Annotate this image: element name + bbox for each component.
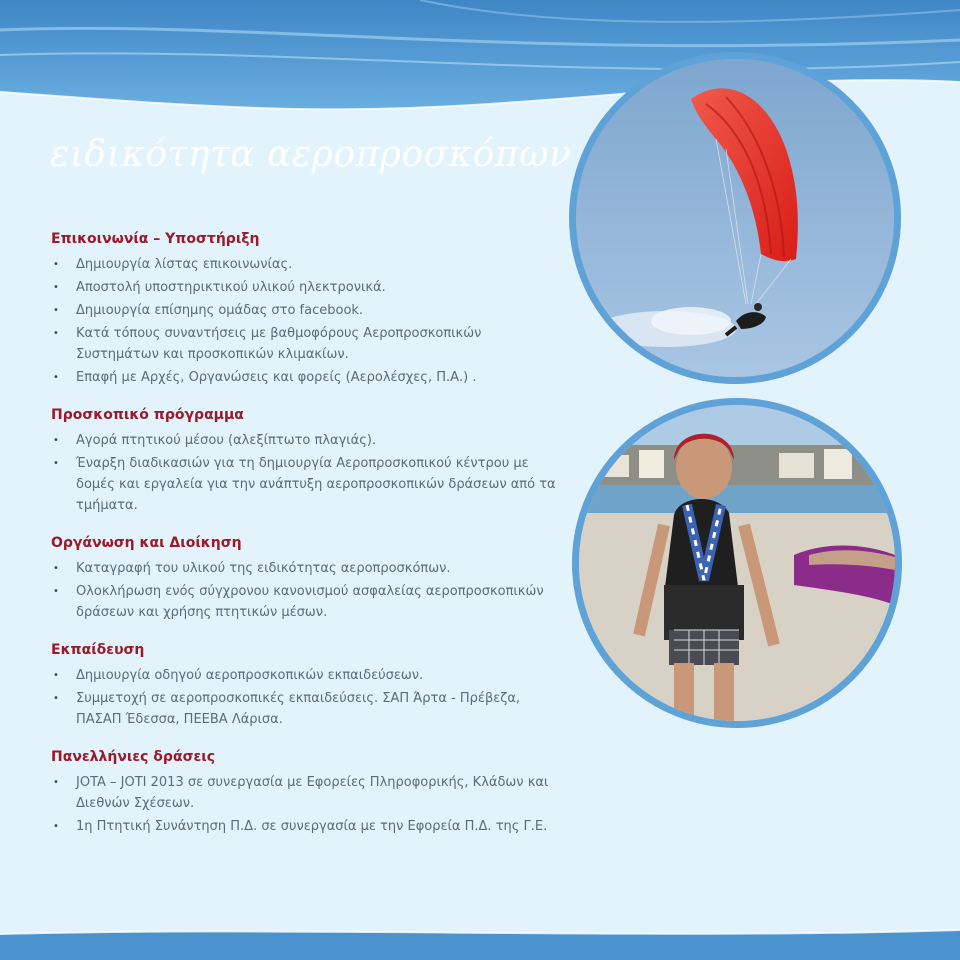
list-item-text: Ολοκλήρωση ενός σύγχρονου κανονισμού ασφαλείας αεροπροσκοπικών δράσεων και χρήσης πτητικών μέσων. <box>76 584 544 620</box>
bullet-list <box>51 665 561 730</box>
list-item <box>51 453 561 516</box>
paraglider-illustration <box>576 59 894 377</box>
bullet-icon: • <box>53 777 59 788</box>
paraglider-photo <box>569 52 901 384</box>
section-organization <box>51 535 561 623</box>
bottom-wave-band <box>0 926 960 960</box>
list-item-text: Κατά τόπους συναντήσεις με βαθμοφόρους Αεροπροσκοπικών Συστημάτων και προσκοπικών κλιμακίων. <box>76 326 482 362</box>
list-item <box>51 300 561 321</box>
list-item-text: Δημιουργία λίστας επικοινωνίας. <box>76 257 293 272</box>
bullet-icon: • <box>53 282 59 293</box>
section-national-actions <box>51 749 561 837</box>
list-item <box>51 772 561 814</box>
bullet-icon: • <box>53 435 59 446</box>
section-heading: Πανελλήνιες δράσεις <box>51 749 216 765</box>
list-item <box>51 816 561 837</box>
list-item-text: Έναρξη διαδικασιών για τη δημιουργία Αεροπροσκοπικού κέντρου με δομές και εργαλεία για την ανάπτυξη αεροπροσκοπικών δράσεων από τα τμήματα. <box>76 456 556 513</box>
list-item <box>51 277 561 298</box>
bullet-icon: • <box>53 372 59 383</box>
bullet-list <box>51 254 561 388</box>
list-item <box>51 254 561 275</box>
list-item-text: Επαφή με Αρχές, Οργανώσεις και φορείς (Αερολέσχες, Π.Α.) . <box>76 370 477 385</box>
section-communication <box>51 231 561 388</box>
list-item <box>51 688 561 730</box>
bullet-icon: • <box>53 305 59 316</box>
page-title: ειδικότητα αεροπροσκόπων <box>50 134 572 175</box>
list-item <box>51 323 561 365</box>
section-heading: Οργάνωση και Διοίκηση <box>51 535 242 551</box>
bullet-icon: • <box>53 563 59 574</box>
list-item-text: Δημιουργία οδηγού αεροπροσκοπικών εκπαιδεύσεων. <box>76 668 424 683</box>
content-column <box>51 231 561 856</box>
list-item <box>51 367 561 388</box>
bullet-list <box>51 558 561 623</box>
list-item <box>51 581 561 623</box>
bullet-list <box>51 772 561 837</box>
section-scout-program <box>51 407 561 516</box>
scout-photo <box>572 398 902 728</box>
bullet-icon: • <box>53 328 59 339</box>
list-item <box>51 665 561 686</box>
bullet-icon: • <box>53 586 59 597</box>
bullet-icon: • <box>53 670 59 681</box>
list-item-text: Συμμετοχή σε αεροπροσκοπικές εκπαιδεύσεις. ΣΑΠ Άρτα - Πρέβεζα, ΠΑΣΑΠ Έδεσσα, ΠΕΕΒΑ Λάρισα. <box>76 691 521 727</box>
bullet-icon: • <box>53 259 59 270</box>
scout-illustration <box>579 405 895 721</box>
list-item <box>51 558 561 579</box>
bullet-icon: • <box>53 693 59 704</box>
bullet-icon: • <box>53 821 59 832</box>
list-item-text: Αποστολή υποστηρικτικού υλικού ηλεκτρονικά. <box>76 280 386 295</box>
section-heading: Εκπαίδευση <box>51 642 145 658</box>
bullet-icon: • <box>53 458 59 469</box>
list-item-text: Αγορά πτητικού μέσου (αλεξίπτωτο πλαγιάς). <box>76 433 377 448</box>
list-item <box>51 430 561 451</box>
section-training <box>51 642 561 730</box>
bullet-list <box>51 430 561 516</box>
list-item-text: Δημιουργία επίσημης ομάδας στο facebook. <box>76 303 364 318</box>
list-item-text: JOTA – JOTI 2013 σε συνεργασία με Εφορείες Πληροφορικής, Κλάδων και Διεθνών Σχέσεων. <box>76 775 549 811</box>
section-heading: Επικοινωνία – Υποστήριξη <box>51 231 260 247</box>
section-heading: Προσκοπικό πρόγραμμα <box>51 407 244 423</box>
list-item-text: Καταγραφή του υλικού της ειδικότητας αεροπροσκόπων. <box>76 561 451 576</box>
list-item-text: 1η Πτητική Συνάντηση Π.Δ. σε συνεργασία με την Εφορεία Π.Δ. της Γ.Ε. <box>76 819 548 834</box>
